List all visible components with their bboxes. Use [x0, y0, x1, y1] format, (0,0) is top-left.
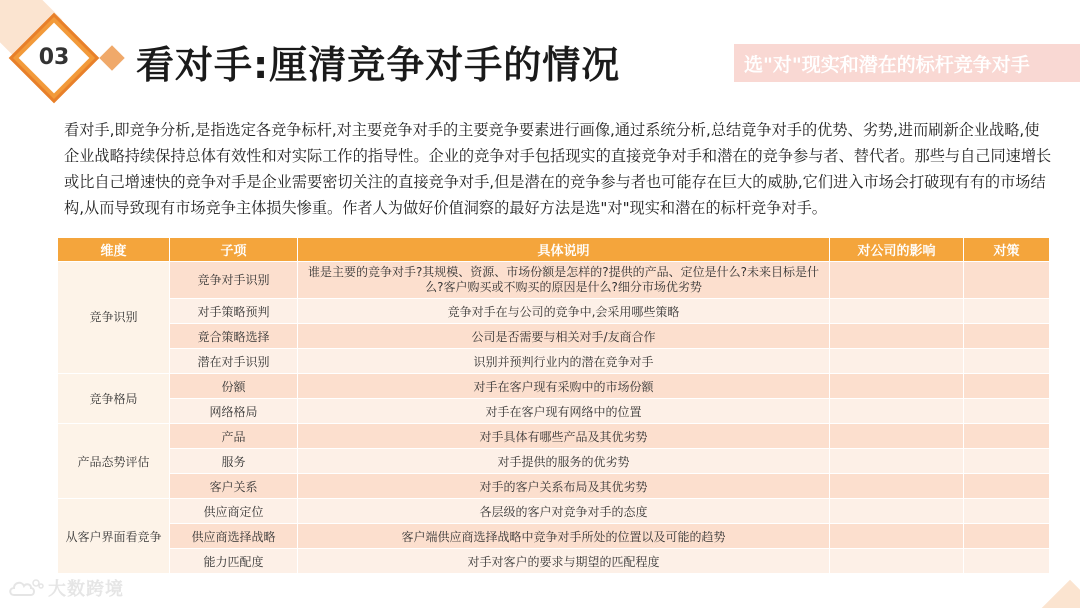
intro-paragraph: 看对手,即竞争分析,是指选定各竞争标杆,对主要竞争对手的主要竞争要素进行画像,通过系统分析,总结竟争对手的优势、劣势,进而刷新企业战略,使企业战略持续保持总体有效性和对实际工作的指导性。企业的竞争对手包括现实的直接竞争对手和潜在的竞争参与者、替代者。那些与自己同速增长或比自己增速快的竞争对手是企业需要密切关注的直接竞争对手,但是潜在的竞争参与者也可能存在巨大的威胁,它们进入市场会打破现有有的市场结构,从而导致现有市场竞争主体损失惨重。作者人为做好价值洞察的最好方法是选"对"现实和潜在的标杆竞争对手。 [64, 121, 1052, 217]
impact-cell [830, 549, 964, 574]
impact-cell [830, 399, 964, 424]
subitem-cell: 能力匹配度 [170, 549, 298, 574]
header-measure: 对策 [964, 238, 1050, 262]
measure-cell [964, 262, 1050, 299]
subitem-cell: 网络格局 [170, 399, 298, 424]
impact-cell [830, 324, 964, 349]
table-header-row [58, 238, 1050, 262]
subitem-cell: 份额 [170, 374, 298, 399]
subitem-cell: 服务 [170, 449, 298, 474]
subitem-cell: 供应商选择战略 [170, 524, 298, 549]
description-cell: 竞争对手在与公司的竞争中,会采用哪些策略 [298, 299, 830, 324]
diamond-decoration [99, 45, 124, 70]
measure-cell [964, 299, 1050, 324]
impact-cell [830, 499, 964, 524]
header-description: 具体说明 [298, 238, 830, 262]
table-row [58, 374, 1050, 399]
impact-cell [830, 449, 964, 474]
impact-cell [830, 262, 964, 299]
description-cell: 客户端供应商选择战略中竞争对手所处的位置以及可能的趋势 [298, 524, 830, 549]
section-number-badge [14, 18, 94, 98]
table-row [58, 262, 1050, 299]
category-cell: 竞争识别 [58, 262, 170, 374]
description-cell: 对手在客户现有采购中的市场份额 [298, 374, 830, 399]
measure-cell [964, 374, 1050, 399]
impact-cell [830, 524, 964, 549]
impact-cell [830, 424, 964, 449]
table-row [58, 349, 1050, 374]
measure-cell [964, 549, 1050, 574]
header-impact: 对公司的影响 [830, 238, 964, 262]
description-cell: 各层级的客户对竞争对手的态度 [298, 499, 830, 524]
description-cell: 对手在客户现有网络中的位置 [298, 399, 830, 424]
description-cell: 对手具体有哪些产品及其优劣势 [298, 424, 830, 449]
subitem-cell: 对手策略预判 [170, 299, 298, 324]
measure-cell [964, 349, 1050, 374]
cloud-logo-icon [8, 577, 44, 599]
table-row [58, 324, 1050, 349]
description-cell: 公司是否需要与相关对手/友商合作 [298, 324, 830, 349]
subitem-cell: 产品 [170, 424, 298, 449]
subitem-cell: 供应商定位 [170, 499, 298, 524]
measure-cell [964, 499, 1050, 524]
measure-cell [964, 324, 1050, 349]
impact-cell [830, 374, 964, 399]
description-cell: 识别并预判行业内的潜在竞争对手 [298, 349, 830, 374]
impact-cell [830, 474, 964, 499]
logo-text: 大数跨境 [48, 579, 124, 600]
table-row [58, 399, 1050, 424]
measure-cell [964, 449, 1050, 474]
description-cell: 对手提供的服务的优劣势 [298, 449, 830, 474]
subitem-cell: 竟合策略选择 [170, 324, 298, 349]
description-cell: 谁是主要的竞争对手?其规模、资源、市场份额是怎样的?提供的产品、定位是什么?未来目标是什么?客户购买或不购买的原因是什么?细分市场优劣势 [298, 262, 830, 299]
watermark-logo [8, 576, 124, 600]
impact-cell [830, 349, 964, 374]
category-cell: 竞争格局 [58, 374, 170, 424]
category-cell: 产品态势评估 [58, 424, 170, 499]
measure-cell [964, 399, 1050, 424]
measure-cell [964, 424, 1050, 449]
header-subitem: 子项 [170, 238, 298, 262]
table-row [58, 299, 1050, 324]
subitem-cell: 客户关系 [170, 474, 298, 499]
section-number: 03 [38, 45, 70, 70]
table-row [58, 474, 1050, 499]
table-row [58, 424, 1050, 449]
subitem-cell: 竞争对手识别 [170, 262, 298, 299]
page-title: 看对手:厘清竞争对手的情况 [136, 43, 621, 87]
table-row [58, 449, 1050, 474]
table-row [58, 499, 1050, 524]
impact-cell [830, 299, 964, 324]
description-cell: 对手的客户关系布局及其优劣势 [298, 474, 830, 499]
category-cell: 从客户界面看竞争 [58, 499, 170, 574]
subtitle-tag-text: 选"对"现实和潜在的标杆竞争对手 [744, 54, 1030, 76]
measure-cell [964, 474, 1050, 499]
table-row [58, 524, 1050, 549]
competition-analysis-table [57, 237, 1050, 574]
table-row [58, 549, 1050, 574]
measure-cell [964, 524, 1050, 549]
subitem-cell: 潜在对手识别 [170, 349, 298, 374]
header-dimension: 维度 [58, 238, 170, 262]
description-cell: 对手对客户的要求与期望的匹配程度 [298, 549, 830, 574]
corner-decoration-bottom [1010, 578, 1080, 608]
